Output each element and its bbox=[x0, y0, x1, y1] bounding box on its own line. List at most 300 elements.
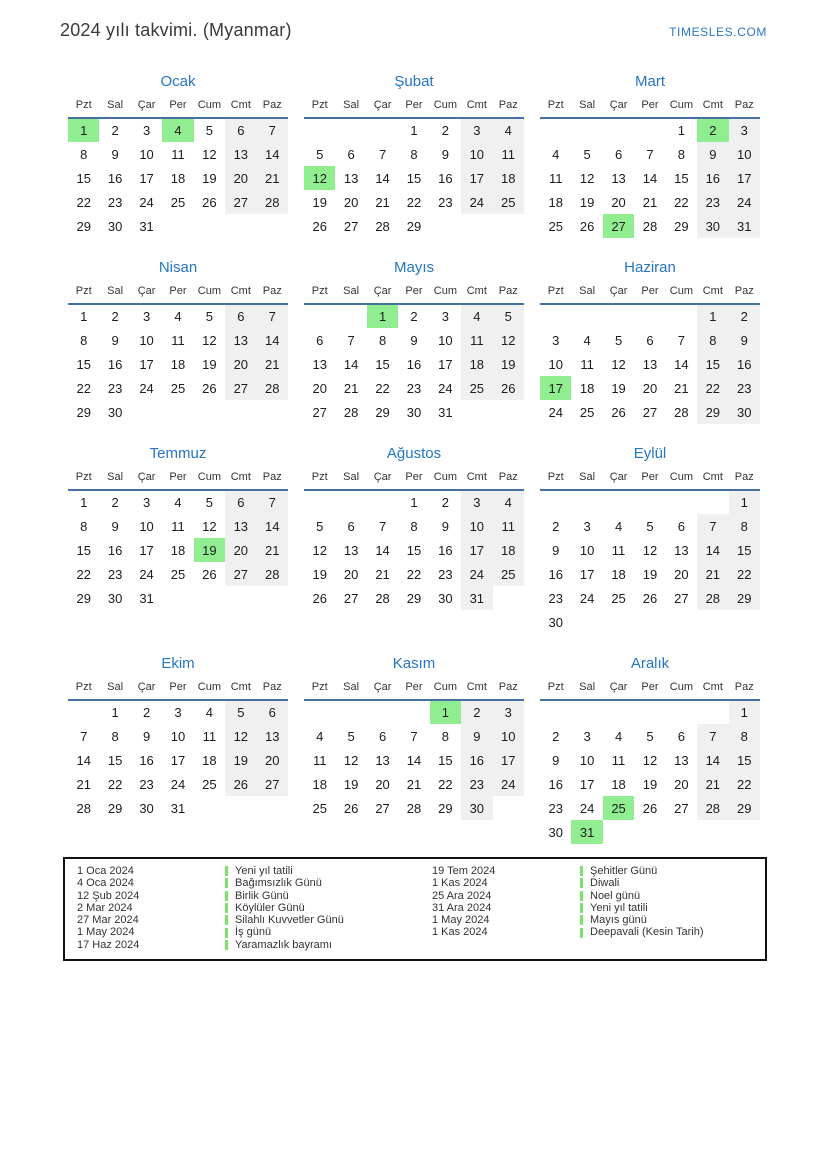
day-cell: 2 bbox=[111, 123, 119, 138]
week-row bbox=[304, 562, 524, 586]
day-cell bbox=[430, 214, 461, 238]
week-row bbox=[540, 538, 760, 562]
day-cell: 26 bbox=[202, 194, 217, 210]
day-cell: 28 bbox=[642, 218, 658, 234]
weekend-day-cell: 23 bbox=[729, 376, 760, 400]
month-title: Haziran bbox=[624, 259, 676, 276]
weekend-day-cell: 1 bbox=[697, 304, 728, 328]
weekend-day-cell: 21 bbox=[697, 772, 728, 796]
day-cell: 1 bbox=[677, 123, 686, 138]
week-row bbox=[540, 700, 760, 724]
weekend-day-cell: 10 bbox=[729, 142, 760, 166]
month-table bbox=[68, 285, 288, 424]
day-cell: 21 bbox=[642, 194, 658, 210]
week-row bbox=[68, 538, 288, 562]
day-cell: 10 bbox=[170, 728, 186, 744]
day-cell: 11 bbox=[171, 332, 185, 348]
weekend-day-cell: 3 bbox=[461, 490, 492, 514]
weekday-header: Sal bbox=[99, 285, 130, 304]
day-cell: 3 bbox=[552, 332, 560, 348]
weekday-header: Çar bbox=[131, 99, 162, 118]
week-row bbox=[68, 142, 288, 166]
weekday-header: Paz bbox=[493, 681, 524, 700]
week-row bbox=[304, 586, 524, 610]
weekday-header-row bbox=[68, 471, 288, 490]
day-cell: 6 bbox=[347, 518, 355, 534]
legend-date: 1 May 2024 bbox=[77, 926, 135, 939]
day-cell bbox=[304, 700, 335, 724]
day-cell bbox=[461, 400, 492, 424]
day-cell: 26 bbox=[642, 800, 658, 816]
weekend-day-cell: 23 bbox=[461, 772, 492, 796]
weekend-day-cell: 20 bbox=[225, 166, 256, 190]
week-row bbox=[304, 538, 524, 562]
day-cell: 19 bbox=[642, 776, 658, 792]
weekday-header: Per bbox=[162, 681, 193, 700]
day-cell: 17 bbox=[170, 752, 186, 768]
month-table bbox=[68, 99, 288, 238]
week-row bbox=[304, 118, 524, 142]
week-row bbox=[540, 820, 760, 844]
weekend-day-cell: 27 bbox=[225, 376, 256, 400]
weekday-header: Sal bbox=[571, 99, 602, 118]
legend-label: Bağımsızlık Günü bbox=[235, 877, 322, 890]
legend-label: Yeni yıl tatili bbox=[590, 901, 648, 914]
day-cell: 5 bbox=[583, 146, 591, 162]
legend-date: 27 Mar 2024 bbox=[77, 914, 139, 927]
weekend-day-cell: 13 bbox=[225, 514, 256, 538]
weekday-header: Pzt bbox=[540, 99, 571, 118]
weekend-day-cell: 11 bbox=[493, 142, 524, 166]
legend-item bbox=[432, 914, 765, 926]
day-cell: 17 bbox=[139, 542, 154, 558]
week-row bbox=[540, 400, 760, 424]
weekend-day-cell: 25 bbox=[493, 562, 524, 586]
weekend-day-cell: 16 bbox=[461, 748, 492, 772]
day-cell bbox=[225, 586, 256, 610]
day-cell bbox=[162, 400, 193, 424]
month-table bbox=[540, 681, 760, 844]
day-cell: 3 bbox=[441, 309, 450, 324]
week-row bbox=[540, 118, 760, 142]
day-cell: 22 bbox=[76, 194, 91, 210]
weekday-header-row bbox=[304, 471, 524, 490]
day-cell bbox=[603, 820, 634, 844]
day-cell bbox=[162, 214, 193, 238]
day-cell bbox=[194, 214, 225, 238]
legend-date: 25 Ara 2024 bbox=[432, 889, 492, 902]
week-row bbox=[304, 490, 524, 514]
week-row bbox=[304, 352, 524, 376]
day-cell: 8 bbox=[410, 518, 418, 534]
legend-label: Yaramazlık bayramı bbox=[235, 938, 332, 951]
weekend-day-cell: 27 bbox=[225, 190, 256, 214]
day-cell: 30 bbox=[107, 404, 123, 420]
weekday-header: Cum bbox=[666, 471, 697, 490]
day-cell: 28 bbox=[375, 218, 390, 234]
holiday-day-cell: 19 bbox=[194, 538, 225, 562]
weekday-header: Per bbox=[634, 471, 665, 490]
week-row bbox=[304, 514, 524, 538]
day-cell: 31 bbox=[139, 218, 154, 234]
day-cell: 2 bbox=[552, 728, 560, 744]
day-cell: 8 bbox=[80, 332, 88, 348]
weekend-day-cell: 1 bbox=[729, 700, 760, 724]
weekday-header: Sal bbox=[571, 285, 602, 304]
weekday-header-row bbox=[304, 681, 524, 700]
day-cell: 19 bbox=[312, 194, 327, 210]
weekday-header: Pzt bbox=[304, 681, 335, 700]
day-cell: 4 bbox=[316, 728, 324, 744]
weekend-day-cell: 31 bbox=[461, 586, 492, 610]
day-cell: 10 bbox=[548, 356, 563, 372]
day-cell: 11 bbox=[312, 752, 327, 768]
weekday-header-row bbox=[540, 99, 760, 118]
week-row bbox=[304, 700, 524, 724]
day-cell: 18 bbox=[312, 776, 327, 792]
day-cell: 2 bbox=[111, 495, 119, 510]
day-cell: 7 bbox=[378, 518, 387, 534]
legend-item bbox=[77, 902, 432, 914]
weekend-day-cell: 2 bbox=[461, 700, 492, 724]
day-cell: 9 bbox=[441, 146, 450, 162]
day-cell: 2 bbox=[441, 495, 450, 510]
day-cell: 14 bbox=[76, 752, 91, 768]
month-mayis bbox=[304, 259, 524, 424]
legend-date: 31 Ara 2024 bbox=[432, 901, 492, 914]
weekend-day-cell: 4 bbox=[493, 490, 524, 514]
day-cell: 3 bbox=[142, 123, 151, 138]
day-cell bbox=[194, 586, 225, 610]
day-cell bbox=[304, 304, 335, 328]
day-cell: 16 bbox=[406, 356, 422, 372]
day-cell: 10 bbox=[139, 146, 154, 162]
weekday-header: Çar bbox=[603, 681, 634, 700]
week-row bbox=[540, 190, 760, 214]
day-cell: 13 bbox=[611, 170, 626, 186]
holiday-marker-icon bbox=[225, 866, 228, 876]
day-cell: 7 bbox=[677, 332, 686, 348]
day-cell: 21 bbox=[343, 380, 359, 396]
day-cell bbox=[666, 820, 697, 844]
week-row bbox=[540, 490, 760, 514]
weekend-day-cell: 6 bbox=[225, 304, 256, 328]
weekday-header: Cmt bbox=[461, 285, 492, 304]
weekend-day-cell: 17 bbox=[729, 166, 760, 190]
day-cell: 11 bbox=[171, 518, 185, 534]
weekday-header: Per bbox=[162, 471, 193, 490]
legend-label: Birlik Günü bbox=[235, 889, 289, 902]
weekday-header: Sal bbox=[99, 471, 130, 490]
month-title: Nisan bbox=[158, 259, 198, 276]
day-cell bbox=[398, 700, 429, 724]
holiday-marker-icon bbox=[580, 878, 583, 888]
day-cell: 19 bbox=[312, 566, 327, 582]
day-cell: 9 bbox=[410, 332, 418, 348]
week-row bbox=[540, 166, 760, 190]
day-cell bbox=[666, 700, 697, 724]
day-cell bbox=[697, 610, 728, 634]
day-cell: 2 bbox=[552, 518, 560, 534]
day-cell: 31 bbox=[170, 800, 186, 816]
legend-item bbox=[432, 865, 765, 877]
day-cell: 28 bbox=[343, 404, 359, 420]
weekday-header: Cum bbox=[666, 99, 697, 118]
weekday-header: Pzt bbox=[540, 285, 571, 304]
holiday-marker-icon bbox=[580, 891, 583, 901]
day-cell: 20 bbox=[674, 566, 689, 582]
holiday-marker-icon bbox=[580, 928, 583, 938]
weekday-header: Pzt bbox=[68, 681, 99, 700]
day-cell bbox=[162, 586, 193, 610]
day-cell bbox=[335, 490, 366, 514]
day-cell: 9 bbox=[552, 752, 560, 768]
weekday-header: Cmt bbox=[225, 471, 256, 490]
weekend-day-cell: 5 bbox=[225, 700, 256, 724]
day-cell: 30 bbox=[438, 590, 453, 606]
month-title: Ocak bbox=[160, 73, 196, 90]
weekday-header: Paz bbox=[493, 285, 524, 304]
day-cell: 7 bbox=[410, 728, 418, 744]
day-cell: 5 bbox=[205, 123, 214, 138]
legend-date: 19 Tem 2024 bbox=[432, 865, 496, 877]
day-cell: 22 bbox=[375, 380, 390, 396]
day-cell: 21 bbox=[375, 566, 390, 582]
weekend-day-cell: 21 bbox=[257, 352, 288, 376]
weekday-header: Paz bbox=[257, 681, 288, 700]
day-cell: 16 bbox=[548, 776, 563, 792]
legend-item bbox=[432, 926, 765, 938]
week-row bbox=[68, 166, 288, 190]
weekend-day-cell: 11 bbox=[461, 328, 492, 352]
day-cell: 11 bbox=[171, 146, 185, 162]
weekday-header: Sal bbox=[99, 681, 130, 700]
day-cell: 10 bbox=[579, 542, 595, 558]
weekend-day-cell: 17 bbox=[461, 538, 492, 562]
weekend-day-cell: 18 bbox=[493, 166, 524, 190]
holiday-marker-icon bbox=[580, 903, 583, 913]
day-cell: 3 bbox=[174, 705, 182, 720]
legend-date: 17 Haz 2024 bbox=[77, 938, 140, 951]
month-mart bbox=[540, 73, 760, 238]
week-row bbox=[304, 214, 524, 238]
day-cell: 3 bbox=[142, 309, 151, 324]
month-title: Temmuz bbox=[149, 445, 207, 462]
day-cell: 12 bbox=[202, 518, 217, 534]
week-row bbox=[68, 796, 288, 820]
weekend-day-cell: 29 bbox=[697, 400, 728, 424]
month-table bbox=[68, 681, 288, 820]
day-cell: 9 bbox=[111, 518, 119, 534]
day-cell: 4 bbox=[583, 332, 591, 348]
day-cell bbox=[697, 820, 728, 844]
day-cell bbox=[603, 700, 634, 724]
day-cell: 2 bbox=[142, 705, 151, 720]
week-row bbox=[68, 562, 288, 586]
month-title: Eylül bbox=[633, 445, 667, 462]
weekday-header: Çar bbox=[131, 681, 162, 700]
month-nisan bbox=[68, 259, 288, 424]
month-table bbox=[304, 471, 524, 610]
day-cell: 9 bbox=[552, 542, 560, 558]
day-cell: 14 bbox=[642, 170, 658, 186]
day-cell: 4 bbox=[552, 146, 560, 162]
weekday-header: Cum bbox=[194, 471, 225, 490]
day-cell: 6 bbox=[316, 332, 324, 348]
day-cell bbox=[257, 214, 288, 238]
day-cell bbox=[461, 214, 492, 238]
weekday-header: Per bbox=[398, 681, 429, 700]
holiday-marker-icon bbox=[225, 940, 228, 950]
day-cell: 16 bbox=[139, 752, 154, 768]
day-cell: 11 bbox=[611, 542, 626, 558]
legend-date: 4 Oca 2024 bbox=[77, 877, 134, 890]
day-cell bbox=[603, 118, 634, 142]
weekday-header: Per bbox=[162, 285, 193, 304]
holiday-day-cell: 27 bbox=[603, 214, 634, 238]
week-row bbox=[540, 328, 760, 352]
day-cell bbox=[540, 490, 571, 514]
day-cell bbox=[603, 610, 634, 634]
weekend-day-cell: 10 bbox=[461, 142, 492, 166]
week-row bbox=[304, 724, 524, 748]
day-cell: 4 bbox=[174, 495, 182, 510]
day-cell: 22 bbox=[76, 380, 91, 396]
weekday-header: Cum bbox=[666, 285, 697, 304]
day-cell: 24 bbox=[139, 194, 154, 210]
day-cell: 14 bbox=[406, 752, 422, 768]
weekend-day-cell: 7 bbox=[697, 724, 728, 748]
day-cell: 25 bbox=[170, 194, 186, 210]
day-cell: 13 bbox=[674, 542, 689, 558]
day-cell: 29 bbox=[375, 404, 390, 420]
week-row bbox=[68, 400, 288, 424]
week-row bbox=[540, 796, 760, 820]
weekend-day-cell: 19 bbox=[225, 748, 256, 772]
weekend-day-cell: 15 bbox=[729, 538, 760, 562]
weekday-header: Per bbox=[634, 99, 665, 118]
weekend-day-cell: 4 bbox=[493, 118, 524, 142]
week-row bbox=[304, 772, 524, 796]
day-cell: 26 bbox=[579, 218, 595, 234]
weekend-day-cell: 11 bbox=[493, 514, 524, 538]
weekday-header: Cum bbox=[430, 285, 461, 304]
day-cell: 29 bbox=[107, 800, 123, 816]
legend-item bbox=[432, 890, 765, 902]
weekend-day-cell: 21 bbox=[257, 538, 288, 562]
weekday-header: Pzt bbox=[68, 471, 99, 490]
holiday-day-cell: 31 bbox=[571, 820, 602, 844]
day-cell: 5 bbox=[347, 728, 355, 744]
day-cell: 18 bbox=[170, 542, 186, 558]
day-cell: 9 bbox=[441, 518, 450, 534]
weekend-day-cell: 6 bbox=[225, 490, 256, 514]
month-eylul bbox=[540, 445, 760, 634]
weekend-day-cell: 13 bbox=[225, 142, 256, 166]
month-table bbox=[304, 285, 524, 424]
day-cell: 1 bbox=[410, 123, 418, 138]
day-cell: 10 bbox=[139, 518, 154, 534]
day-cell: 15 bbox=[375, 356, 390, 372]
day-cell: 12 bbox=[642, 542, 658, 558]
weekday-header: Pzt bbox=[304, 99, 335, 118]
month-title: Ağustos bbox=[386, 445, 442, 462]
day-cell: 6 bbox=[378, 728, 387, 744]
day-cell: 30 bbox=[548, 614, 563, 630]
weekday-header-row bbox=[304, 99, 524, 118]
week-row bbox=[304, 142, 524, 166]
weekend-day-cell: 3 bbox=[493, 700, 524, 724]
weekend-day-cell: 14 bbox=[697, 538, 728, 562]
week-row bbox=[540, 772, 760, 796]
weekend-day-cell: 28 bbox=[697, 796, 728, 820]
day-cell bbox=[634, 700, 665, 724]
day-cell: 26 bbox=[343, 800, 359, 816]
legend-label: Deepavali (Kesin Tarih) bbox=[590, 926, 704, 939]
week-row bbox=[540, 562, 760, 586]
weekend-day-cell: 24 bbox=[461, 190, 492, 214]
legend-label: Silahlı Kuvvetler Günü bbox=[235, 914, 344, 927]
week-row bbox=[68, 214, 288, 238]
week-row bbox=[68, 748, 288, 772]
weekday-header: Cum bbox=[430, 471, 461, 490]
weekday-header: Çar bbox=[603, 471, 634, 490]
legend-column-left bbox=[77, 865, 432, 951]
weekday-header: Pzt bbox=[304, 471, 335, 490]
weekday-header: Cum bbox=[666, 681, 697, 700]
weekday-header: Sal bbox=[335, 285, 366, 304]
weekend-day-cell: 12 bbox=[493, 328, 524, 352]
day-cell: 30 bbox=[548, 824, 563, 840]
weekend-day-cell: 23 bbox=[697, 190, 728, 214]
day-cell bbox=[603, 304, 634, 328]
day-cell bbox=[68, 700, 99, 724]
week-row bbox=[540, 352, 760, 376]
day-cell: 5 bbox=[205, 495, 214, 510]
weekday-header: Sal bbox=[335, 99, 366, 118]
weekday-header: Per bbox=[634, 681, 665, 700]
legend-column-right bbox=[432, 865, 765, 951]
legend-item bbox=[77, 926, 432, 938]
day-cell: 8 bbox=[80, 518, 88, 534]
day-cell bbox=[571, 304, 602, 328]
site-link[interactable]: TIMESLES.COM bbox=[669, 25, 767, 39]
weekday-header: Per bbox=[398, 471, 429, 490]
day-cell: 26 bbox=[202, 566, 217, 582]
day-cell: 14 bbox=[674, 356, 689, 372]
day-cell: 5 bbox=[205, 309, 214, 324]
day-cell: 17 bbox=[139, 170, 154, 186]
legend-date: 1 Oca 2024 bbox=[77, 865, 134, 877]
weekday-header: Sal bbox=[571, 681, 602, 700]
day-cell: 16 bbox=[107, 170, 123, 186]
day-cell bbox=[335, 700, 366, 724]
day-cell: 24 bbox=[579, 800, 595, 816]
day-cell: 26 bbox=[312, 590, 327, 606]
weekday-header: Çar bbox=[131, 285, 162, 304]
day-cell: 17 bbox=[139, 356, 154, 372]
weekend-day-cell: 1 bbox=[729, 490, 760, 514]
week-row bbox=[68, 514, 288, 538]
weekend-day-cell: 3 bbox=[729, 118, 760, 142]
day-cell: 5 bbox=[646, 728, 654, 744]
weekday-header: Çar bbox=[131, 471, 162, 490]
day-cell bbox=[367, 700, 398, 724]
day-cell: 11 bbox=[202, 728, 217, 744]
weekend-day-cell: 26 bbox=[225, 772, 256, 796]
day-cell: 12 bbox=[579, 170, 595, 186]
day-cell: 6 bbox=[677, 518, 686, 534]
